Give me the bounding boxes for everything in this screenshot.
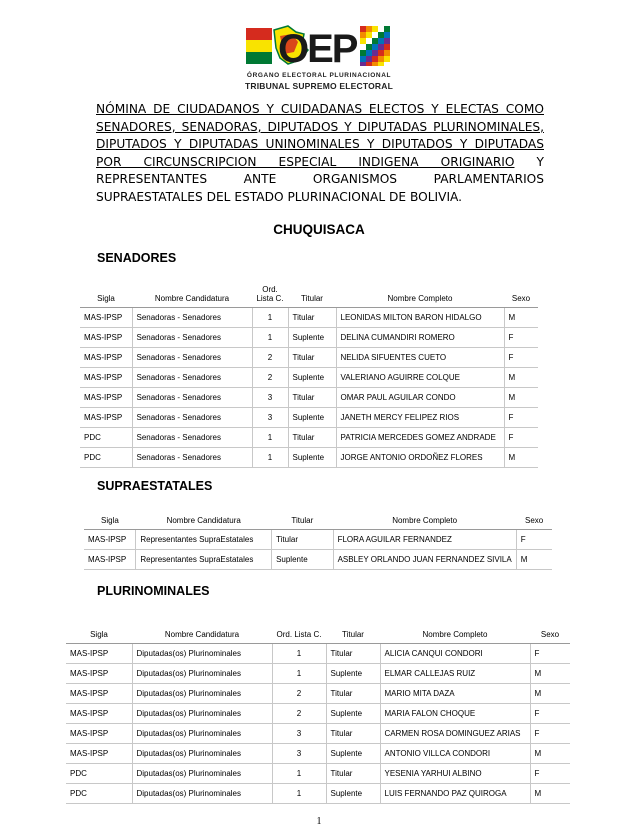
cell-titular: Titular <box>288 347 336 367</box>
cell-candidatura: Diputadas(os) Plurinominales <box>132 703 272 723</box>
cell-candidatura: Senadoras - Senadores <box>132 367 252 387</box>
cell-nombre: JORGE ANTONIO ORDOÑEZ FLORES <box>336 447 504 467</box>
cell-titular: Titular <box>326 763 380 783</box>
col-header-nombre: Nombre Completo <box>380 613 530 643</box>
cell-sigla: MAS-IPSP <box>66 723 132 743</box>
cell-candidatura: Diputadas(os) Plurinominales <box>132 723 272 743</box>
cell-nombre: LUIS FERNANDO PAZ QUIROGA <box>380 783 530 803</box>
cell-sigla: MAS-IPSP <box>84 549 136 569</box>
section-title-plurinominales: PLURINOMINALES <box>97 584 210 598</box>
cell-sigla: PDC <box>66 763 132 783</box>
cell-nombre: DELINA CUMANDIRI ROMERO <box>336 327 504 347</box>
cell-nombre: OMAR PAUL AGUILAR CONDO <box>336 387 504 407</box>
table-row <box>66 683 570 703</box>
cell-ord: 2 <box>272 683 326 703</box>
cell-ord: 1 <box>272 763 326 783</box>
cell-candidatura: Diputadas(os) Plurinominales <box>132 683 272 703</box>
cell-titular: Suplente <box>288 367 336 387</box>
table-row <box>80 447 538 467</box>
table-row <box>80 407 538 427</box>
cell-nombre: ALICIA CANQUI CONDORI <box>380 643 530 663</box>
col-header-candidatura: Nombre Candidatura <box>132 277 252 307</box>
cell-candidatura: Senadoras - Senadores <box>132 427 252 447</box>
cell-nombre: CARMEN ROSA DOMINGUEZ ARIAS <box>380 723 530 743</box>
table-row <box>66 723 570 743</box>
cell-sigla: MAS-IPSP <box>66 743 132 763</box>
cell-sexo: F <box>530 703 570 723</box>
cell-sexo: F <box>504 427 538 447</box>
cell-titular: Titular <box>288 427 336 447</box>
cell-candidatura: Diputadas(os) Plurinominales <box>132 783 272 803</box>
cell-nombre: NELIDA SIFUENTES CUETO <box>336 347 504 367</box>
cell-sexo: M <box>530 743 570 763</box>
cell-nombre: VALERIANO AGUIRRE COLQUE <box>336 367 504 387</box>
table-row <box>66 663 570 683</box>
table-row <box>80 347 538 367</box>
region-title: CHUQUISACA <box>273 222 365 237</box>
cell-ord: 1 <box>252 427 288 447</box>
table-row <box>84 549 552 569</box>
supraestatales-table <box>84 509 552 570</box>
cell-nombre: FLORA AGUILAR FERNANDEZ <box>333 529 516 549</box>
cell-sexo: F <box>516 529 552 549</box>
cell-sigla: MAS-IPSP <box>66 643 132 663</box>
cell-sigla: PDC <box>80 447 132 467</box>
table-row <box>80 327 538 347</box>
col-header-candidatura: Nombre Candidatura <box>132 613 272 643</box>
cell-titular: Suplente <box>326 663 380 683</box>
cell-sigla: PDC <box>66 783 132 803</box>
cell-sexo: F <box>530 643 570 663</box>
cell-sexo: M <box>504 367 538 387</box>
cell-nombre: YESENIA YARHUI ALBINO <box>380 763 530 783</box>
cell-sexo: M <box>504 447 538 467</box>
cell-ord: 2 <box>272 703 326 723</box>
org-name-line2: TRIBUNAL SUPREMO ELECTORAL <box>245 81 393 91</box>
cell-candidatura: Diputadas(os) Plurinominales <box>132 743 272 763</box>
col-header-titular: Titular <box>288 277 336 307</box>
col-header-ord: Ord. Lista C. <box>272 613 326 643</box>
table-row <box>66 783 570 803</box>
cell-sexo: M <box>516 549 552 569</box>
cell-titular: Suplente <box>326 783 380 803</box>
cell-candidatura: Senadoras - Senadores <box>132 307 252 327</box>
cell-sigla: MAS-IPSP <box>80 407 132 427</box>
svg-text:OEP: OEP <box>278 27 357 70</box>
cell-ord: 1 <box>272 783 326 803</box>
senadores-table <box>80 277 538 468</box>
cell-nombre: MARIA FALON CHOQUE <box>380 703 530 723</box>
cell-nombre: ELMAR CALLEJAS RUIZ <box>380 663 530 683</box>
section-title-senadores: SENADORES <box>97 251 177 265</box>
cell-sigla: MAS-IPSP <box>80 307 132 327</box>
col-header-ord: Ord. Lista C. <box>252 277 288 307</box>
cell-titular: Titular <box>326 643 380 663</box>
intro-paragraph <box>96 101 544 207</box>
oep-logo <box>244 22 394 94</box>
cell-sigla: MAS-IPSP <box>66 683 132 703</box>
oep-logo-graphic <box>244 22 394 70</box>
cell-ord: 3 <box>272 723 326 743</box>
cell-candidatura: Diputadas(os) Plurinominales <box>132 663 272 683</box>
col-header-sigla: Sigla <box>80 277 132 307</box>
col-header-nombre: Nombre Completo <box>336 277 504 307</box>
cell-ord: 2 <box>252 347 288 367</box>
intro-underlined-text: NÓMINA DE CIUDADANOS Y CUIDADANAS ELECTOS Y ELECTAS COMO SENADORES, SENADORAS, DIPUTADOS Y DIPUTADAS PLURINOMINALES, DIPUTADOS Y DIPUTADAS UNINOMINALES Y DIPUTADOS Y DIPUTADAS POR CIRCUNSCRIPCION ESPECIAL INDIGENA ORIGINARIO <box>96 102 544 169</box>
table-row <box>66 703 570 723</box>
cell-sigla: MAS-IPSP <box>66 703 132 723</box>
cell-nombre: JANETH MERCY FELIPEZ RIOS <box>336 407 504 427</box>
cell-titular: Suplente <box>326 743 380 763</box>
table-row <box>66 743 570 763</box>
cell-ord: 3 <box>252 387 288 407</box>
cell-sexo: M <box>504 307 538 327</box>
cell-nombre: LEONIDAS MILTON BARON HIDALGO <box>336 307 504 327</box>
cell-sexo: M <box>530 663 570 683</box>
table-row <box>80 367 538 387</box>
cell-sexo: F <box>504 347 538 367</box>
cell-candidatura: Senadoras - Senadores <box>132 407 252 427</box>
col-header-sigla: Sigla <box>66 613 132 643</box>
cell-ord: 3 <box>272 743 326 763</box>
cell-ord: 3 <box>252 407 288 427</box>
cell-sigla: MAS-IPSP <box>80 367 132 387</box>
col-header-sexo: Sexo <box>516 509 552 529</box>
cell-candidatura: Representantes SupraEstatales <box>136 549 272 569</box>
cell-titular: Suplente <box>272 549 334 569</box>
cell-sexo: M <box>530 783 570 803</box>
col-header-candidatura: Nombre Candidatura <box>136 509 272 529</box>
page-number: 1 <box>316 816 322 827</box>
cell-titular: Suplente <box>288 447 336 467</box>
table-row <box>66 763 570 783</box>
col-header-sexo: Sexo <box>530 613 570 643</box>
col-header-nombre: Nombre Completo <box>333 509 516 529</box>
cell-titular: Titular <box>326 723 380 743</box>
col-header-sigla: Sigla <box>84 509 136 529</box>
cell-titular: Suplente <box>326 703 380 723</box>
cell-sigla: MAS-IPSP <box>66 663 132 683</box>
cell-sexo: F <box>530 763 570 783</box>
cell-titular: Suplente <box>288 327 336 347</box>
cell-candidatura: Diputadas(os) Plurinominales <box>132 763 272 783</box>
cell-sigla: MAS-IPSP <box>80 387 132 407</box>
intro-plain-text: Y REPRESENTANTES ANTE ORGANISMOS PARLAMENTARIOS SUPRAESTATALES DEL ESTADO PLURINACIONAL DE BOLIVIA. <box>96 154 544 204</box>
cell-candidatura: Senadoras - Senadores <box>132 347 252 367</box>
cell-sigla: PDC <box>80 427 132 447</box>
cell-titular: Suplente <box>288 407 336 427</box>
cell-nombre: ANTONIO VILLCA CONDORI <box>380 743 530 763</box>
table-row <box>80 307 538 327</box>
cell-nombre: MARIO MITA DAZA <box>380 683 530 703</box>
cell-ord: 1 <box>272 663 326 683</box>
cell-sigla: MAS-IPSP <box>80 347 132 367</box>
cell-candidatura: Senadoras - Senadores <box>132 387 252 407</box>
cell-candidatura: Senadoras - Senadores <box>132 327 252 347</box>
cell-ord: 1 <box>252 327 288 347</box>
section-title-supraestatales: SUPRAESTATALES <box>97 479 213 493</box>
cell-nombre: PATRICIA MERCEDES GOMEZ ANDRADE <box>336 427 504 447</box>
cell-sexo: M <box>530 683 570 703</box>
cell-candidatura: Diputadas(os) Plurinominales <box>132 643 272 663</box>
cell-candidatura: Representantes SupraEstatales <box>136 529 272 549</box>
cell-sigla: MAS-IPSP <box>84 529 136 549</box>
col-header-sexo: Sexo <box>504 277 538 307</box>
cell-candidatura: Senadoras - Senadores <box>132 447 252 467</box>
org-name-line1: ÓRGANO ELECTORAL PLURINACIONAL <box>246 72 392 79</box>
cell-ord: 1 <box>252 447 288 467</box>
cell-titular: Titular <box>272 529 334 549</box>
cell-sigla: MAS-IPSP <box>80 327 132 347</box>
table-row <box>80 387 538 407</box>
cell-ord: 2 <box>252 367 288 387</box>
cell-sexo: M <box>504 387 538 407</box>
cell-titular: Titular <box>288 387 336 407</box>
col-header-titular: Titular <box>272 509 334 529</box>
table-row <box>66 643 570 663</box>
cell-titular: Titular <box>288 307 336 327</box>
plurinominales-table <box>66 613 570 804</box>
cell-sexo: F <box>530 723 570 743</box>
cell-nombre: ASBLEY ORLANDO JUAN FERNANDEZ SIVILA <box>333 549 516 569</box>
table-row <box>84 529 552 549</box>
cell-ord: 1 <box>272 643 326 663</box>
cell-sexo: F <box>504 407 538 427</box>
table-row <box>80 427 538 447</box>
cell-sexo: F <box>504 327 538 347</box>
col-header-titular: Titular <box>326 613 380 643</box>
cell-ord: 1 <box>252 307 288 327</box>
cell-titular: Titular <box>326 683 380 703</box>
